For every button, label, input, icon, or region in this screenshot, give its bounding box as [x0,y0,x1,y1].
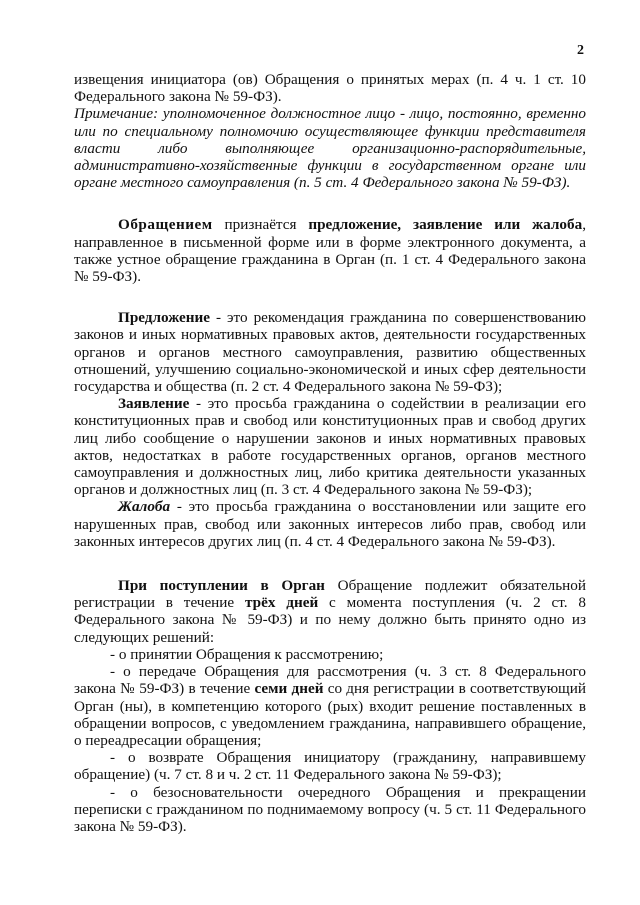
note-paragraph: Примечание: уполномоченное должностное лицо - лицо, постоянно, временно или по специальному полномочию осуществляющее функции представителя власти либо выполняющее организационно-распорядительные, административно-хозяйственные функции в государственном органе или органе местного самоуправления (п. 5 ст. 4 Федерального закона № 59-ФЗ). [74,105,586,192]
definition-statement [74,395,586,498]
decision-transfer-deadline: семи дней [254,680,324,698]
definition-term: Заявление [118,395,190,413]
definition-proposal [74,309,586,395]
receipt-deadline: трёх дней [245,594,319,612]
definition-text: - это рекомендация гражданина по совершенствованию законов и иных нормативных правовых актов, деятельности государственных органов и органов местного самоуправления, развитию общественных отношений, улучшению социально-экономической и иных сфер деятельности государства и общества (п. 2 ст. 4 Федерального закона № 59-ФЗ); [74,309,586,396]
receipt-lead: При поступлении в Орган [118,577,325,595]
decision-transfer-text-1: - о передаче Обращения для рассмотрения (ч. 3 ст. 8 Федерального закона № 59-ФЗ) в течение [74,663,586,698]
page-number: 2 [577,43,584,58]
appeal-emphasis: предложение, заявление или жалоба [308,216,583,234]
intro-continuation: извещения инициатора (ов) Обращения о принятых мерах (п. 4 ч. 1 ст. 10 Федерального закона № 59-ФЗ). [74,71,586,106]
decision-accept: - о принятии Обращения к рассмотрению; [110,645,384,663]
definition-complaint [74,498,586,550]
document-body [74,71,586,835]
decision-transfer-text-2: со дня регистрации в соответствующий Орган (ны), в компетенцию которого (рых) входит решение поставленных в обращении вопросов, с уведомлением гражданина, направившего обращение, о переадресации обращения; [74,680,586,749]
appeal-text-2: , направленное в письменной форме или в форме электронного документа, а также устное обращение гражданина в Орган (п. 1 ст. 4 Федерального закона № 59-ФЗ). [74,216,586,286]
decision-return: - о возврате Обращения инициатору (гражданину, направившему обращение) (ч. 7 ст. 8 и ч. 2 ст. 11 Федерального закона № 59-ФЗ); [74,749,586,784]
decision-groundless: - о безосновательности очередного Обращения и прекращении переписки с гражданином по поднимаемому вопросу (ч. 5 ст. 11 Федерального закона № 59-ФЗ). [74,783,586,835]
receipt-text-1: Обращение подлежит обязательной регистрации в течение [74,577,587,612]
receipt-paragraph [74,577,586,646]
definition-term: Предложение [118,309,211,327]
appeal-definition [74,216,586,285]
definition-text: - это просьба гражданина о содействии в реализации его конституционных прав и свобод или конституционных прав и свобод других лиц либо сообщение о нарушении законов и иных нормативных правовых актов, недостатках в работе государственных органов, органов местного самоуправления и должностных лиц, либо критика деятельности указанных органов и должностных лиц (п. 3 ст. 4 Федерального закона № 59-ФЗ); [74,395,586,499]
appeal-text-1: признаётся [212,216,309,234]
definition-text: - это просьба гражданина о восстановлении или защите его нарушенных прав, свобод или законных интересов либо прав, свобод или законных интересов других лиц (п. 4 ст. 4 Федерального закона № 59-ФЗ). [74,498,586,550]
receipt-text-2: с момента поступления (ч. 2 ст. 8 Федерального закона № 59-ФЗ) и по нему должно быть принято одно из следующих решений: [74,594,586,646]
decision-transfer [74,663,586,749]
appeal-term: Обращением [118,216,213,234]
definition-term: Жалоба [118,498,171,516]
